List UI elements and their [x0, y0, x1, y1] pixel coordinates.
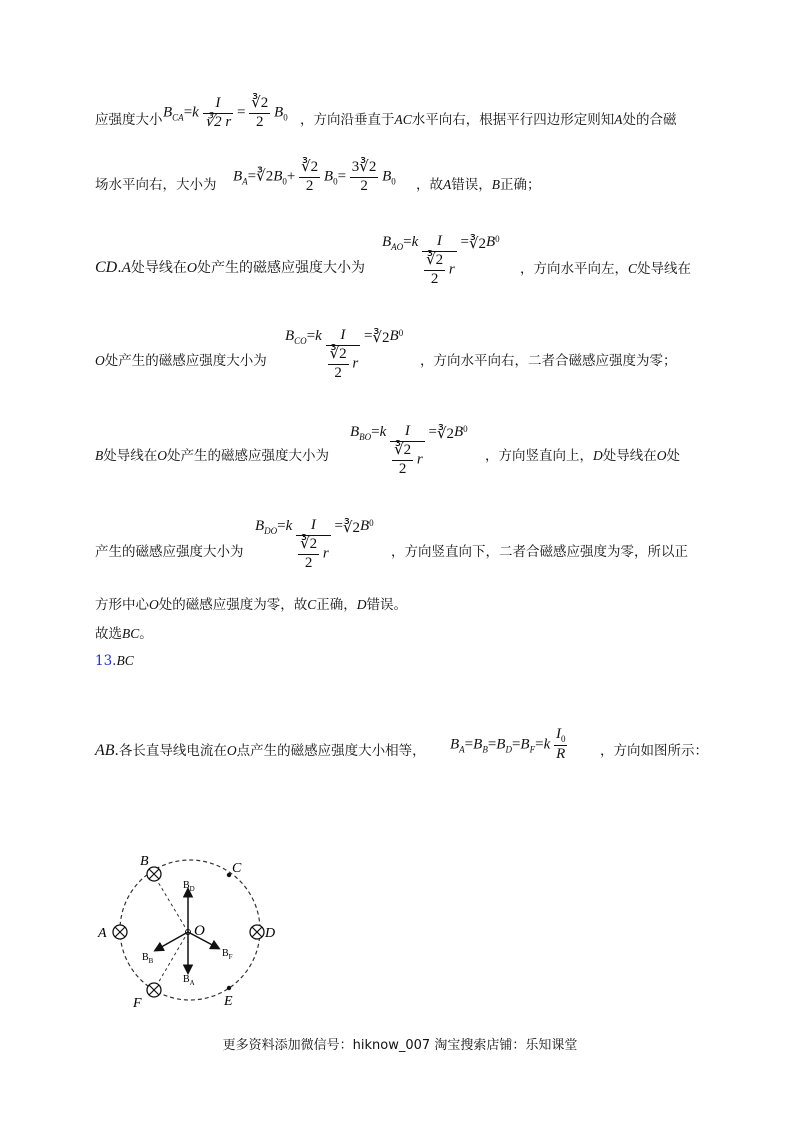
line-2: 场水平向右，大小为 [95, 177, 217, 193]
formula-b-ao: $B_{AO}=k$ I $\frac{∛2}{2}$ r $=∛2B_0$ [382, 233, 500, 287]
line-1: 应强度大小 [95, 112, 163, 128]
wire-d-icon [250, 925, 264, 939]
wire-f-icon [147, 983, 161, 997]
label-f: F [133, 996, 142, 1011]
label-a: A [98, 926, 107, 941]
arrow-label-bd: $B_D$ [183, 880, 195, 893]
line-3-rest: ，方向水平向左，C处导线在 [520, 261, 692, 277]
line-7: 方形中心O处的磁感应强度为零，故C正确，D错误。 [95, 597, 408, 613]
label-c: C [232, 861, 242, 876]
line-5: B处导线在O处产生的磁感应强度大小为 [95, 448, 329, 464]
line-10-rest: ，方向如图所示： [600, 743, 708, 759]
footer-note: 更多资料添加微信号：hiknow_007 淘宝搜索店铺：乐知课堂 [222, 1038, 578, 1053]
point-e-dot [227, 986, 231, 990]
line-5-rest: ，方向竖直向上，D处导线在O处 [485, 448, 680, 464]
line-6-rest: ，方向竖直向下，二者合磁感应强度为零，所以正 [391, 544, 688, 560]
line-10: AB.各长直导线电流在O点产生的磁感应强度大小相等， [95, 742, 426, 759]
line-8: 故选BC。 [95, 626, 153, 642]
point-c-dot [227, 873, 231, 877]
line-6: 产生的磁感应强度大小为 [95, 544, 244, 560]
label-d: D [265, 926, 276, 941]
formula-b-co: $B_{CO}=k$ I $\frac{∛2}{2}$ r $=∛2B_0$ [285, 327, 404, 381]
question-13-answer: 13.BC [95, 653, 134, 669]
formula-b-bo: $B_{BO}=k$ I $\frac{∛2}{2}$ r $=∛2B_0$ [350, 423, 468, 477]
label-e: E [224, 994, 233, 1009]
line-3: CD.A处导线在O处产生的磁感应强度大小为 [95, 259, 365, 276]
formula-b-do: $B_{DO}=k$ I $\frac{∛2}{2}$ r $=∛2B_0$ [255, 517, 374, 571]
wire-b-icon [147, 867, 161, 881]
formula-b-ca: $B_{CA}=k$ $\frac{I}{∛2 r}$ = $\frac{∛2}{2}$ $B_0$ [163, 95, 288, 130]
arrow-label-bf: $B_F$ [222, 948, 233, 961]
arrow-label-bb: $B_B$ [142, 952, 154, 965]
line-2-rest: ，故A错误，B正确； [416, 177, 541, 193]
line-4: O处产生的磁感应强度大小为 [95, 353, 267, 369]
arrow-label-ba: $B_A$ [183, 974, 195, 987]
formula-b-a: $B_A=∛2B_0+$ $\frac{∛2}{2}$ $B_0=$ $\frac{3∛2}{2}$ $B_0$ [233, 159, 396, 194]
label-b: B [140, 854, 149, 869]
line-1-rest: ，方向沿垂直于AC水平向右，根据平行四边形定则知A处的合磁 [300, 112, 677, 128]
label-o: O [194, 923, 205, 939]
magnetic-field-diagram [90, 850, 290, 1015]
formula-b-equal: $B_A=B_B=B_D=B_F=k$ $\frac{I_0}{R}$ [450, 726, 566, 763]
line-4-rest: ，方向水平向右，二者合磁感应强度为零； [420, 353, 677, 369]
wire-a-icon [113, 925, 127, 939]
arrow-bb-icon [156, 932, 188, 950]
